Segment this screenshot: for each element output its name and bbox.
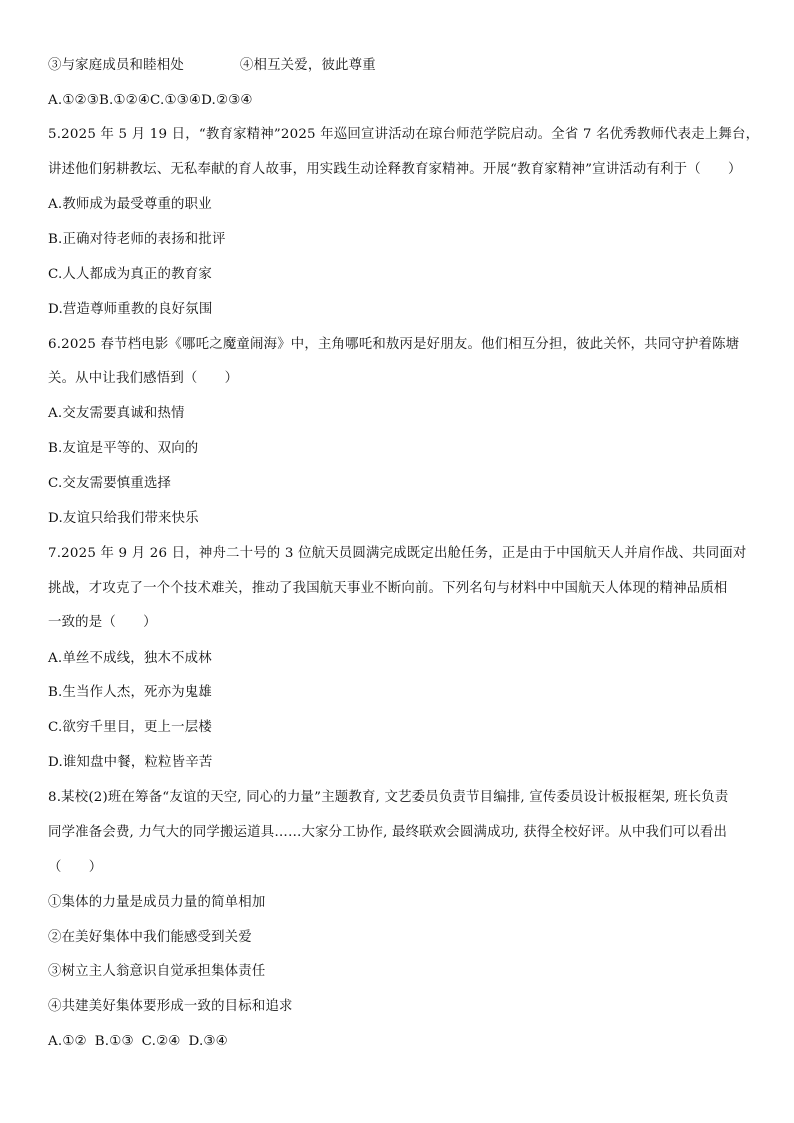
q8-statement-4: ④共建美好集体要形成一致的目标和追求 [48,999,293,1014]
q8-statement-2: ②在美好集体中我们能感受到关爱 [48,930,252,945]
q6-option-c: C.交友需要慎重选择 [48,476,172,491]
q7-option-c: C.欲穷千里目，更上一层楼 [48,720,212,735]
q7-option-b: B.生当作人杰，死亦为鬼雄 [48,685,212,700]
q7-stem-line-1: 7.2025 年 9 月 26 日，神舟二十号的 3 位航天员圆满完成既定出舱任务，正是由于中国航天人并肩作战、共同面对 [48,546,747,561]
q8-answer-b: B.①③ [94,1034,134,1049]
q4-option-4: ④相互关爱，彼此尊重 [239,58,376,73]
q8-answers [48,1033,228,1051]
q5-option-c: C.人人都成为真正的教育家 [48,267,212,282]
q8-stem-line-1: 8.某校(2)班在筹备“友谊的天空, 同心的力量”主题教育, 文艺委员负责节目编排, 宣传委员设计板报框架, 班长负责 [48,790,729,805]
q7-option-a: A.单丝不成线，独木不成林 [48,651,212,666]
q5-option-b: B.正确对待老师的表扬和批评 [48,232,226,247]
q5-option-a: A.教师成为最受尊重的职业 [48,197,212,212]
q4-options-row [48,57,376,75]
q8-answer-a: A.①② [48,1034,87,1049]
q6-option-d: D.友谊只给我们带来快乐 [48,511,199,526]
q5-option-d: D.营造尊师重教的良好氛围 [48,302,213,317]
q4-option-3: ③与家庭成员和睦相处 [48,58,184,73]
q8-stem-line-2: 同学准备会费, 力气大的同学搬运道具……大家分工协作, 最终联欢会圆满成功, 获得全校好评。从中我们可以看出 [48,825,728,840]
q7-option-d: D.谁知盘中餐，粒粒皆辛苦 [48,755,213,770]
q4-answers: A.①②③B.①②④C.①③④D.②③④ [48,93,253,108]
q8-statement-3: ③树立主人翁意识自觉承担集体责任 [48,964,266,979]
q7-stem-line-3: 一致的是（ ） [48,615,157,630]
q5-stem-line-1: 5.2025 年 5 月 19 日，“教育家精神”2025 年巡回宣讲活动在琼台师范学院启动。全省 7 名优秀教师代表走上舞台， [48,127,760,142]
q5-stem-line-2: 讲述他们躬耕教坛、无私奉献的育人故事，用实践生动诠释教育家精神。开展“教育家精神”宣讲活动有利于（ ） [48,162,742,177]
q8-answer-c: C.②④ [141,1034,181,1049]
q8-answer-d: D.③④ [188,1034,228,1049]
q6-stem-line-1: 6.2025 春节档电影《哪吒之魔童闹海》中，主角哪吒和敖丙是好朋友。他们相互分担，彼此关怀，共同守护着陈塘 [48,337,740,352]
q7-stem-line-2: 挑战，才攻克了一个个技术难关，推动了我国航天事业不断向前。下列名句与材料中中国航天人体现的精神品质相 [48,581,728,596]
q6-option-b: B.友谊是平等的、双向的 [48,441,199,456]
q6-stem-line-2: 关。从中让我们感悟到（ ） [48,371,239,386]
q6-option-a: A.交友需要真诚和热情 [48,406,185,421]
q8-statement-1: ①集体的力量是成员力量的简单相加 [48,895,266,910]
q8-stem-line-3: （ ） [48,860,103,875]
